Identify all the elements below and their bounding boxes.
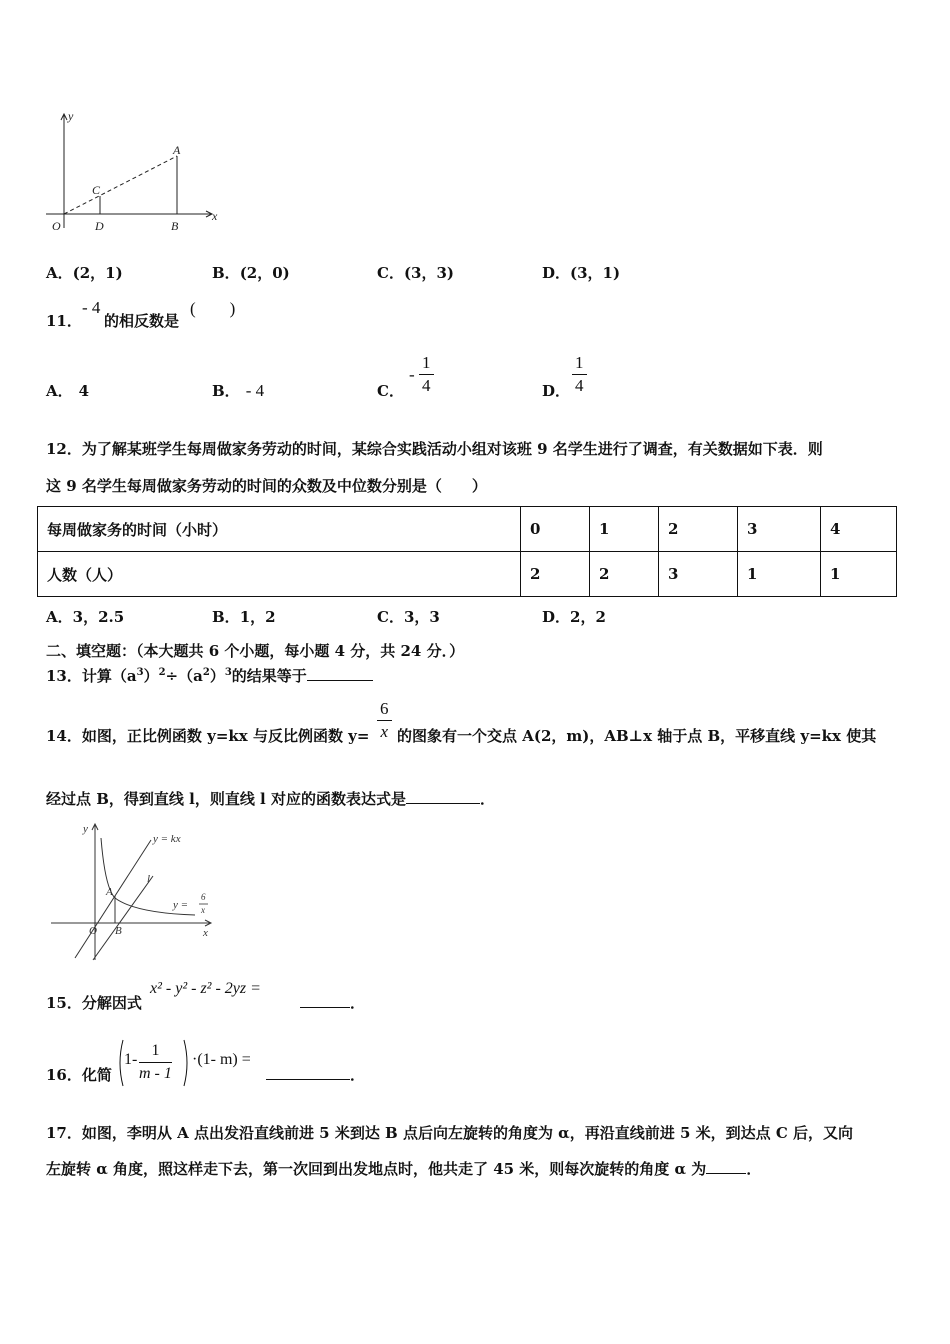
q14-label-yinv: y = xyxy=(173,899,189,911)
q14-label-six: 6 xyxy=(201,892,206,902)
q12-stem-line1: 12．为了解某班学生每周做家务劳动的时间，某综合实践活动小组对该班 9 名学生进行了调查，有关数据如下表．则 xyxy=(46,440,823,458)
q15-answer: ． xyxy=(300,992,365,1013)
q14-fraction-6-over-x: $\frac{6}{x}$ xyxy=(377,698,392,743)
q14-line-l xyxy=(93,876,153,960)
q14-answer-blank[interactable] xyxy=(406,789,480,804)
q14-label-y: y xyxy=(83,823,88,835)
q14-line-ykx xyxy=(75,840,151,958)
q14-label-xden: x xyxy=(201,905,205,915)
q10-option-b[interactable]: B．(2，0) xyxy=(212,264,290,282)
q11-neg-four: - 4 xyxy=(82,298,101,317)
q14-label-x: x xyxy=(203,927,208,939)
q10-label-O: O xyxy=(52,219,61,233)
q11-option-c-sign: - xyxy=(409,365,415,384)
q12-option-d[interactable]: D．2，2 xyxy=(542,608,606,626)
q10-option-d[interactable]: D．(3，1) xyxy=(542,264,621,282)
q17-answer-blank[interactable] xyxy=(706,1159,746,1174)
q16-pre: 16．化简 xyxy=(46,1066,112,1084)
q16-one-minus: 1- xyxy=(124,1051,138,1068)
section-2-heading: 二、填空题：（本大题共 6 个小题，每小题 4 分，共 24 分．） xyxy=(46,642,465,660)
table-row xyxy=(38,507,897,552)
q11-option-d-fraction: $\frac{1}{4}$ xyxy=(572,352,587,397)
q14-stem-post: 的图象有一个交点 A(2，m)，AB⊥x 轴于点 B，平移直线 y=kx 使其 xyxy=(397,727,877,745)
table-cell: 1 xyxy=(738,552,821,597)
table-cell: 2 xyxy=(590,552,659,597)
q11-option-c-fraction: $\frac{1}{4}$ xyxy=(419,352,434,397)
table-cell: 人数（人） xyxy=(38,552,521,597)
q12-option-c[interactable]: C．3，3 xyxy=(377,608,440,626)
q13-question: 13．计算$(a^3)^2\div(a^2)^3$的结果等于 xyxy=(46,665,373,686)
q11-answer-paren: ( ) xyxy=(190,299,236,318)
table-cell: 3 xyxy=(659,552,738,597)
q12-option-a[interactable]: A．3，2.5 xyxy=(46,608,125,626)
table-cell: 0 xyxy=(521,507,590,552)
q11-number: 11． xyxy=(46,312,82,330)
q14-label-ykx: y = kx xyxy=(153,833,181,845)
q10-coordinate-figure xyxy=(40,108,225,236)
table-row xyxy=(38,552,897,597)
q16-tail: ·(1- m) = xyxy=(192,1051,251,1068)
q10-dashed-line-OA xyxy=(64,156,177,214)
table-cell: 2 xyxy=(659,507,738,552)
q10-label-A: A xyxy=(173,143,181,157)
q17-stem-line2: 左旋转 α 角度，照这样走下去，第一次回到出发地点时，他共走了 45 米，则每次旋转的角度 α 为 ． xyxy=(46,1160,762,1178)
q14-label-O: O xyxy=(89,925,97,937)
q13-answer-blank[interactable] xyxy=(307,666,373,681)
q14-stem-pre: 14．如图，正比例函数 y=kx 与反比例函数 y= xyxy=(46,727,370,745)
q12-option-b[interactable]: B．1，2 xyxy=(212,608,276,626)
table-cell: 2 xyxy=(521,552,590,597)
q15-pre: 15．分解因式 xyxy=(46,994,142,1012)
q14-label-A: A xyxy=(106,886,113,898)
q10-label-C: C xyxy=(92,183,101,197)
table-cell: 4 xyxy=(821,507,897,552)
q12-stem-line2: 这 9 名学生每周做家务劳动的时间的众数及中位数分别是（ ） xyxy=(46,477,487,495)
q11-stem: 的相反数是 xyxy=(104,312,180,330)
q10-label-D: D xyxy=(95,219,104,233)
q10-label-y: y xyxy=(68,109,74,123)
table-cell: 1 xyxy=(821,552,897,597)
table-cell: 每周做家务的时间（小时） xyxy=(38,507,521,552)
q14-function-graph-figure xyxy=(45,818,223,966)
q14-label-B: B xyxy=(115,925,122,937)
q15-answer-blank[interactable] xyxy=(300,993,350,1008)
table-cell: 1 xyxy=(590,507,659,552)
q17-stem-line1: 17．如图，李明从 A 点出发沿直线前进 5 米到达 B 点后向左旋转的角度为 α，再沿直线前进 5 米，到达点 C 后，又向 xyxy=(46,1124,853,1142)
q10-label-B: B xyxy=(171,219,179,233)
q16-right-paren xyxy=(182,1038,192,1088)
q15-expression: x² - y² - z² - 2yz = xyxy=(150,980,261,997)
q12-data-table xyxy=(37,506,897,597)
q11-option-b[interactable]: B． - 4 xyxy=(212,381,265,400)
q10-label-x: x xyxy=(212,209,218,223)
q10-option-a[interactable]: A．(2，1) xyxy=(46,264,123,282)
table-cell: 3 xyxy=(738,507,821,552)
q11-option-a[interactable]: A． 4 xyxy=(46,382,90,400)
q14-stem-line2: 经过点 B，得到直线 l，则直线 l 对应的函数表达式是 ． xyxy=(46,790,495,808)
q11-option-c-label[interactable]: C． xyxy=(377,382,404,400)
q11-option-d-label[interactable]: D． xyxy=(542,382,571,400)
q16-answer: ． xyxy=(266,1064,365,1085)
q10-option-c[interactable]: C．(3，3) xyxy=(377,264,455,282)
q16-fraction: $\frac{1}{m - 1}$ xyxy=(139,1042,172,1082)
q14-label-l: l xyxy=(147,873,151,885)
q16-answer-blank[interactable] xyxy=(266,1065,350,1080)
